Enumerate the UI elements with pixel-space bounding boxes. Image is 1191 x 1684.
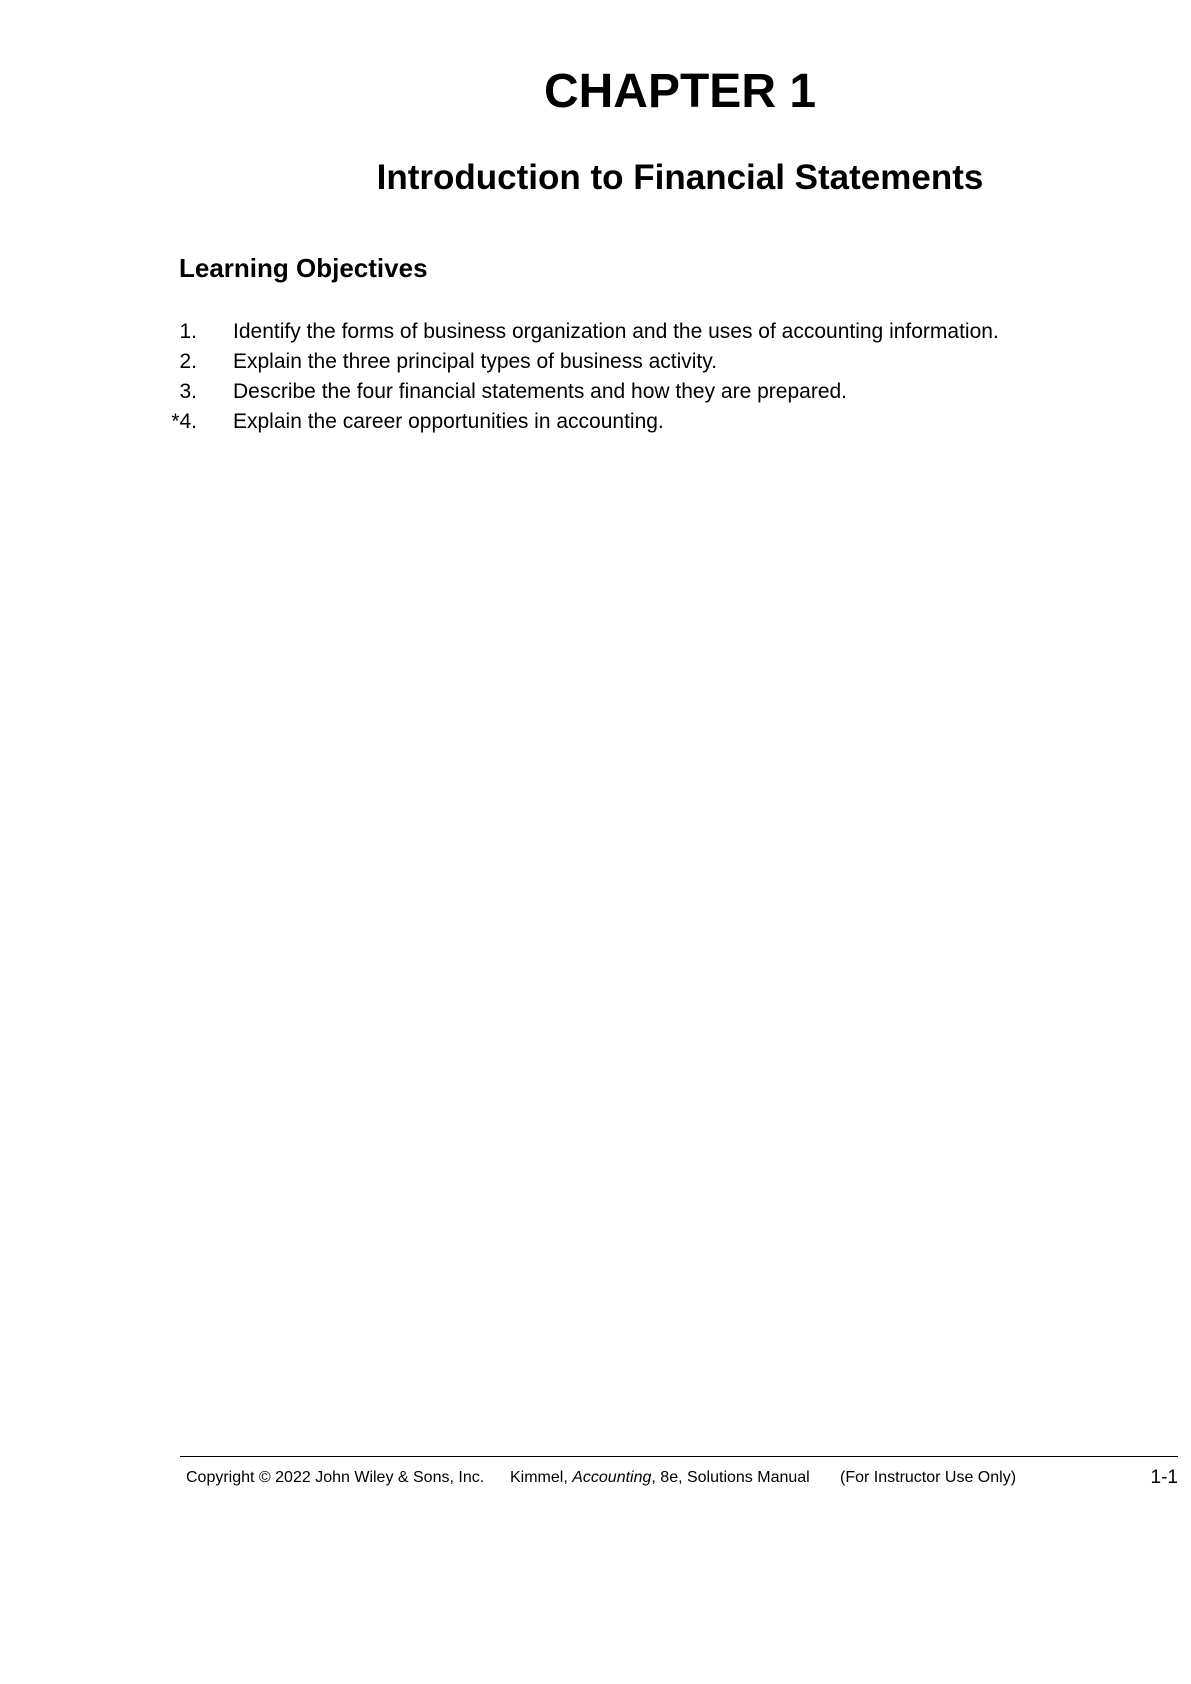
objective-text: Identify the forms of business organization and the uses of accounting information. bbox=[233, 320, 999, 343]
objective-number: 2. bbox=[179, 350, 197, 373]
page-number: 1-1 bbox=[1150, 1467, 1178, 1488]
page-footer bbox=[186, 1466, 1178, 1490]
footer-copyright: Copyright © 2022 John Wiley & Sons, Inc. bbox=[186, 1469, 485, 1486]
footer-divider bbox=[180, 1456, 1178, 1457]
learning-objectives-heading: Learning Objectives bbox=[179, 253, 428, 283]
footer-book-title: Accounting bbox=[572, 1469, 652, 1486]
footer-book-author: Kimmel, bbox=[510, 1469, 573, 1486]
objective-number: 1. bbox=[179, 320, 197, 343]
chapter-title: Introduction to Financial Statements bbox=[376, 158, 984, 197]
objective-text: Explain the three principal types of business activity. bbox=[233, 350, 718, 373]
objective-number: 3. bbox=[179, 380, 197, 403]
objective-number: *4. bbox=[171, 410, 197, 433]
footer-use-note: (For Instructor Use Only) bbox=[840, 1469, 1017, 1486]
footer-book-suffix: , 8e, Solutions Manual bbox=[651, 1469, 810, 1486]
chapter-heading: CHAPTER 1 bbox=[543, 65, 817, 118]
footer-book-reference bbox=[510, 1466, 810, 1490]
objective-text: Describe the four financial statements and how they are prepared. bbox=[233, 380, 848, 403]
objective-text: Explain the career opportunities in accounting. bbox=[233, 410, 664, 433]
